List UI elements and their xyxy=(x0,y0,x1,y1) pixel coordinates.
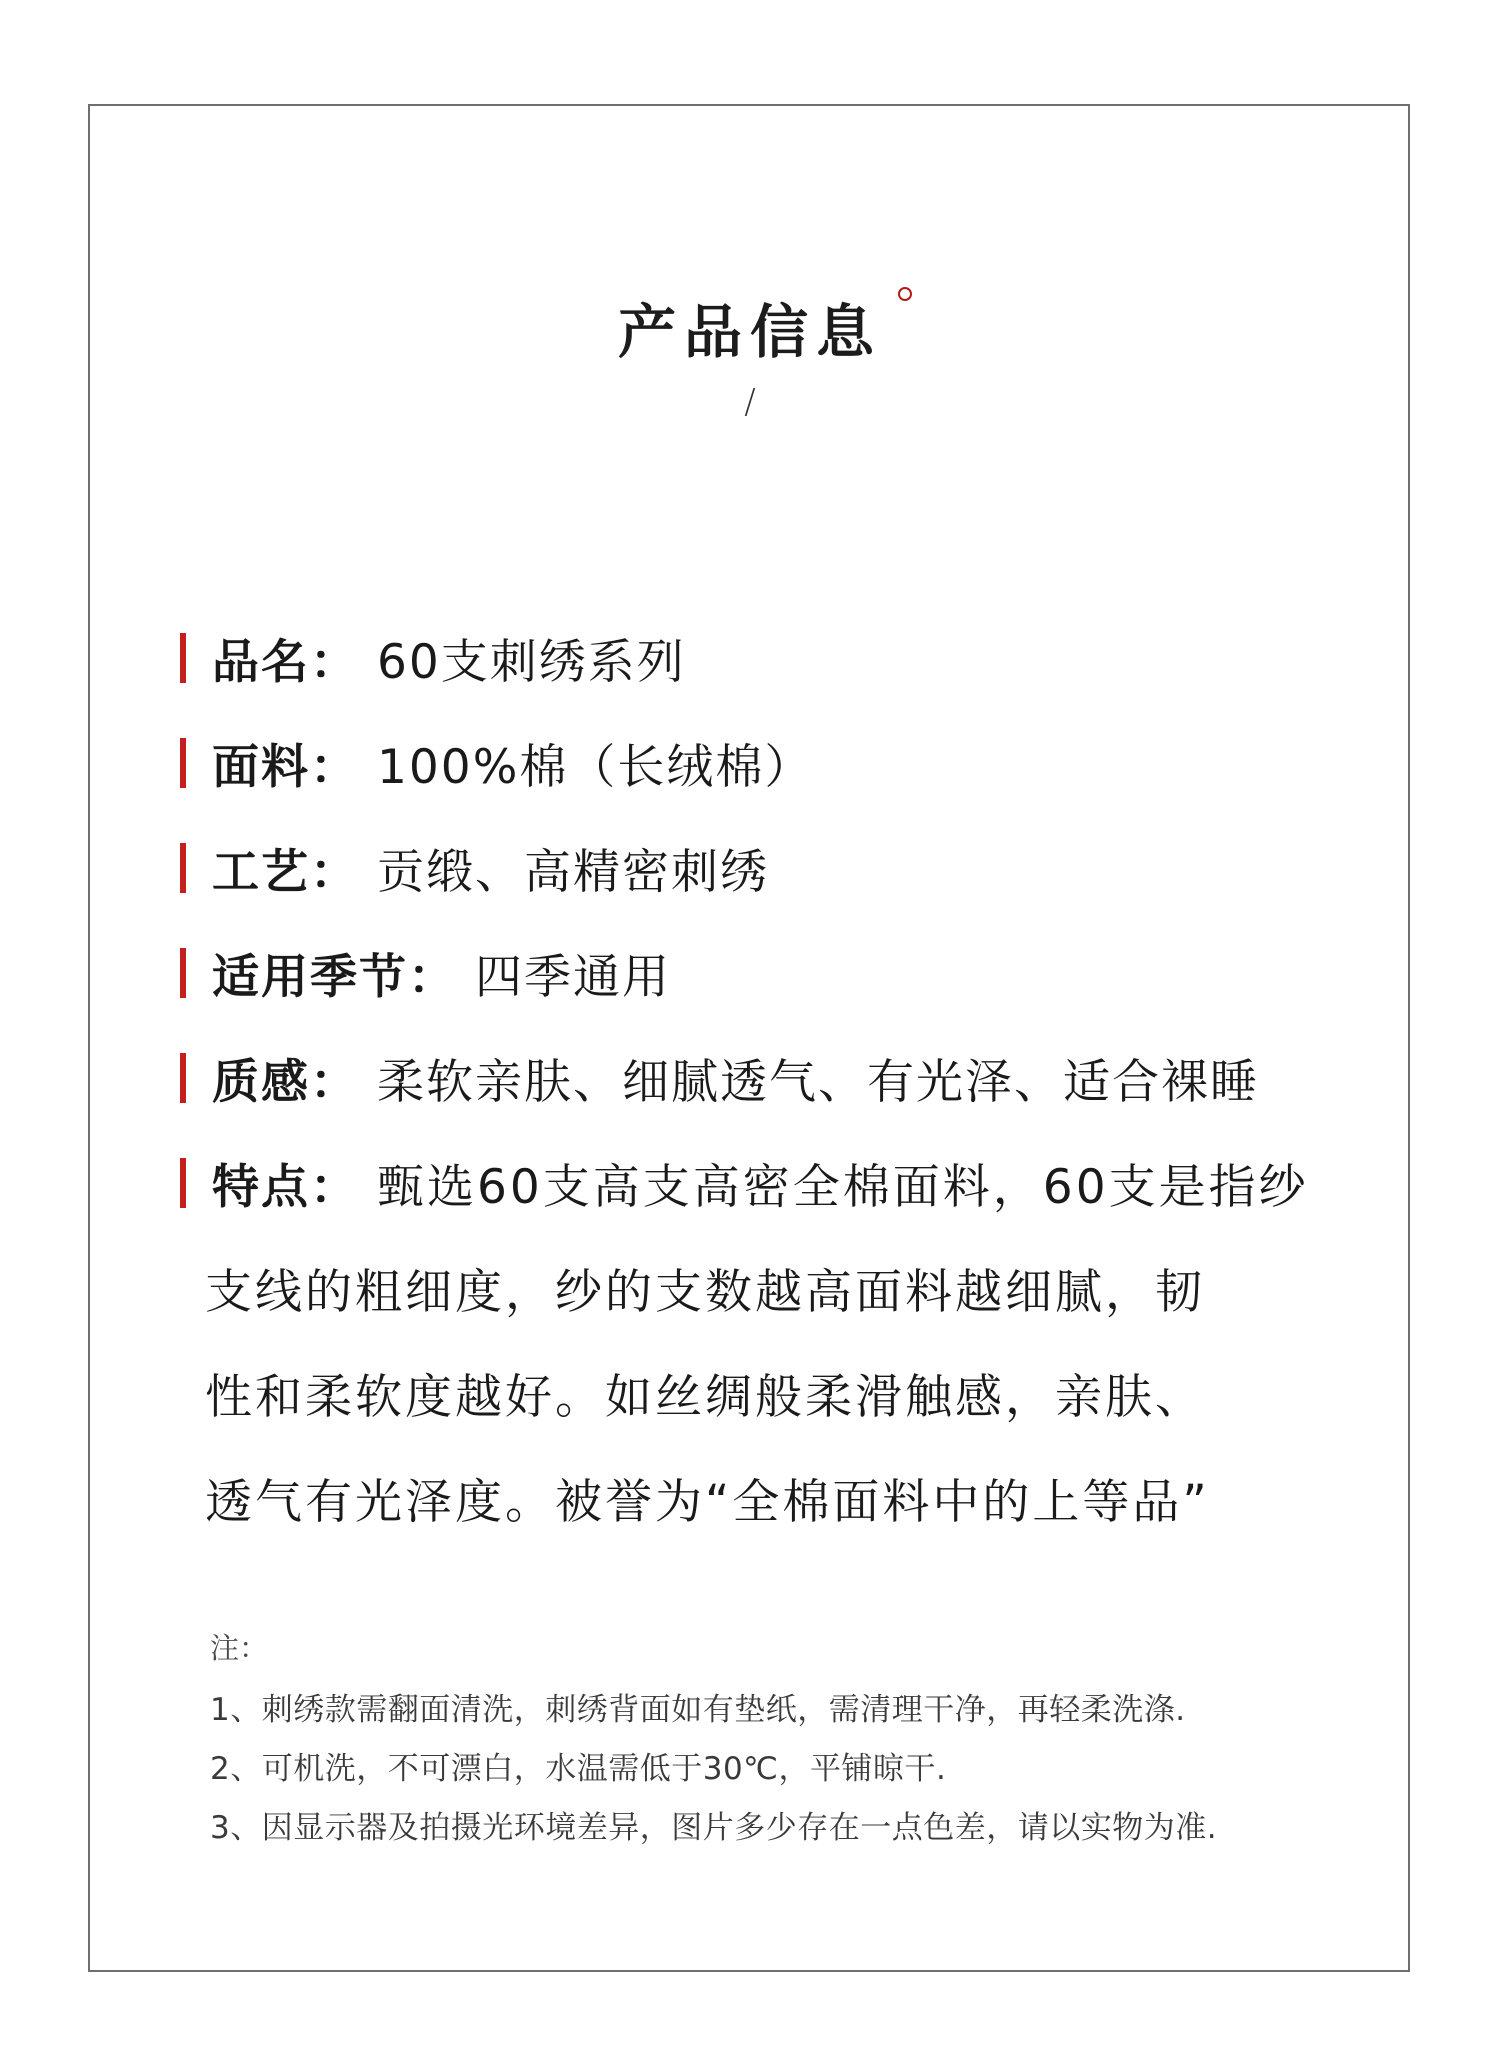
red-bar-icon xyxy=(180,633,186,683)
feature-line: 透气有光泽度。被誉为“全棉面料中的上等品” xyxy=(205,1474,1210,1530)
spec-value: 60支刺绣系列 xyxy=(377,634,686,690)
spec-value: 柔软亲肤、细腻透气、有光泽、适合裸睡 xyxy=(377,1054,1259,1110)
spec-colon: ： xyxy=(310,739,359,795)
spec-row-season xyxy=(180,943,671,1003)
spec-label: 面料 xyxy=(212,739,310,795)
note-item: 2、可机洗，不可漂白，水温需低于30℃，平铺晾干. xyxy=(210,1751,947,1787)
spec-value: 甄选60支高支高密全棉面料，60支是指纱 xyxy=(377,1159,1309,1215)
feature-line: 支线的粗细度，纱的支数越高面料越细腻，韧 xyxy=(205,1264,1205,1320)
notes-title: 注： xyxy=(210,1631,269,1665)
spec-label: 品名 xyxy=(212,634,310,690)
title-area xyxy=(0,285,1500,369)
title-slash: / xyxy=(744,382,756,422)
spec-label: 工艺 xyxy=(212,844,310,900)
spec-colon: ： xyxy=(408,949,457,1005)
spec-label: 特点 xyxy=(212,1159,310,1215)
spec-colon: ： xyxy=(310,1054,359,1110)
spec-value: 100%棉（长绒棉） xyxy=(377,739,814,795)
spec-row-texture xyxy=(180,1048,1259,1108)
spec-colon: ： xyxy=(310,844,359,900)
spec-row-feature xyxy=(180,1153,1309,1213)
red-bar-icon xyxy=(180,1158,186,1208)
page-title-text: 产品信息 xyxy=(617,298,882,366)
red-bar-icon xyxy=(180,738,186,788)
spec-row-craft xyxy=(180,838,769,898)
red-bar-icon xyxy=(180,1053,186,1103)
spec-value: 贡缎、高精密刺绣 xyxy=(377,844,769,900)
spec-label: 适用季节 xyxy=(212,949,408,1005)
spec-label: 质感 xyxy=(212,1054,310,1110)
spec-colon: ： xyxy=(310,634,359,690)
spec-row-fabric xyxy=(180,733,813,793)
note-item: 3、因显示器及拍摄光环境差异，图片多少存在一点色差，请以实物为准. xyxy=(210,1810,1218,1846)
red-bar-icon xyxy=(180,843,186,893)
red-bar-icon xyxy=(180,948,186,998)
title-dot-icon xyxy=(898,287,912,301)
spec-value: 四季通用 xyxy=(475,949,671,1005)
feature-line: 性和柔软度越好。如丝绸般柔滑触感，亲肤、 xyxy=(205,1369,1205,1425)
page-title xyxy=(618,285,882,369)
note-item: 1、刺绣款需翻面清洗，刺绣背面如有垫纸，需清理干净，再轻柔洗涤. xyxy=(210,1692,1186,1728)
spec-colon: ： xyxy=(310,1159,359,1215)
spec-row-name xyxy=(180,628,686,688)
